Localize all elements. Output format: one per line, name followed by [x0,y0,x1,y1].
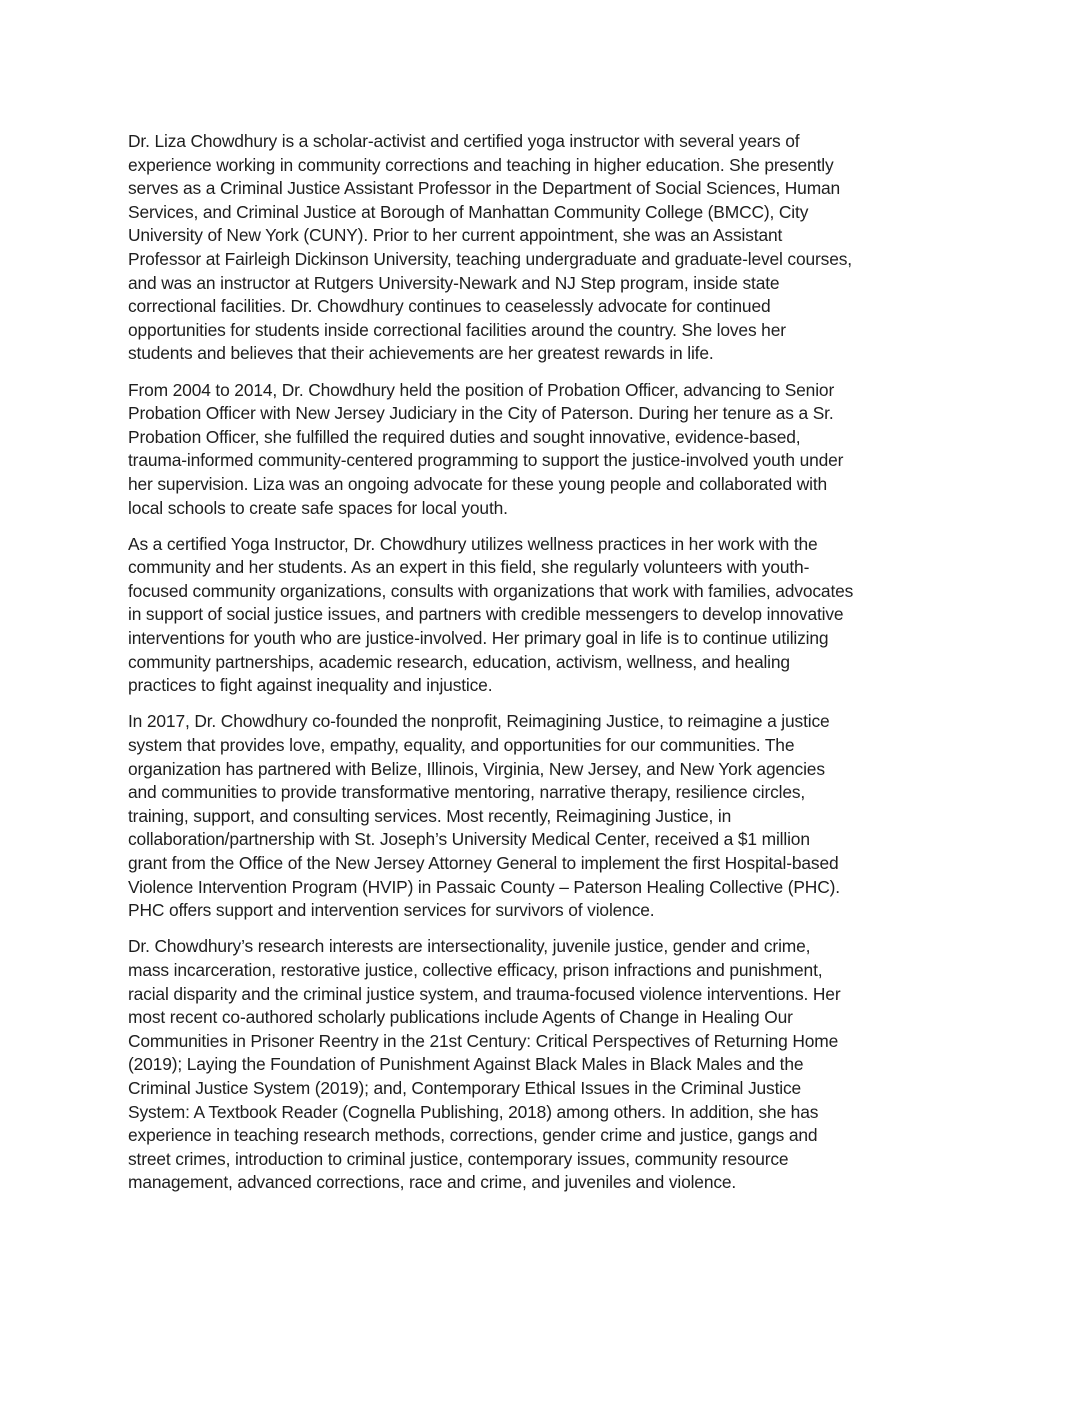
text-line: community and her students. As an expert in this field, she regularly volunteers with youth- [128,557,810,578]
text-line: Violence Intervention Program (HVIP) in Passaic County – Paterson Healing Collective (PHC). [128,876,840,897]
text-line: serves as a Criminal Justice Assistant Professor in the Department of Social Sciences, Human [128,178,841,199]
text-line: racial disparity and the criminal justice system, and trauma-focused violence interventions. Her [128,983,841,1004]
text-line: and was an instructor at Rutgers University-Newark and NJ Step program, inside state [128,272,780,293]
text-line: her supervision. Liza was an ongoing advocate for these young people and collaborated with [128,473,828,494]
text-line: PHC offers support and intervention services for survivors of violence. [128,900,655,921]
paragraph-yoga-wellness [128,533,988,698]
text-line: organization has partnered with Belize, Illinois, Virginia, New Jersey, and New York agencies [128,758,825,779]
text-line: grant from the Office of the New Jersey Attorney General to implement the first Hospital-based [128,853,839,873]
document-page [128,130,988,1208]
paragraph-research-interests [128,935,988,1195]
text-line: most recent co-authored scholarly publications include Agents of Change in Healing Our [128,1007,793,1028]
text-line: Communities in Prisoner Reentry in the 21st Century: Critical Perspectives of Returning Home [128,1030,839,1051]
text-line: training, support, and consulting services. Most recently, Reimagining Justice, in [128,805,732,826]
text-line: interventions for youth who are justice-involved. Her primary goal in life is to continue utilizing [128,628,829,649]
text-line: Dr. Chowdhury’s research interests are intersectionality, juvenile justice, gender and crime, [128,936,811,957]
paragraph-teaching-background [128,130,988,366]
text-line: Professor at Fairleigh Dickinson University, teaching undergraduate and graduate-level courses, [128,248,852,269]
text-line: correctional facilities. Dr. Chowdhury continues to ceaselessly advocate for continued [128,296,771,317]
text-line: From 2004 to 2014, Dr. Chowdhury held the position of Probation Officer, advancing to Senior [128,379,835,400]
text-line: opportunities for students inside correctional facilities around the country. She loves her [128,319,786,340]
text-line: Probation Officer with New Jersey Judiciary in the City of Paterson. During her tenure as a Sr. [128,403,834,424]
text-line: mass incarceration, restorative justice, collective efficacy, prison infractions and punishment, [128,959,823,980]
text-line: experience in teaching research methods, corrections, gender crime and justice, gangs and [128,1125,818,1146]
text-line: In 2017, Dr. Chowdhury co-founded the nonprofit, Reimagining Justice, to reimagine a justice [128,711,830,732]
text-line: Dr. Liza Chowdhury is a scholar-activist and certified yoga instructor with several years of [128,131,800,151]
text-line: Probation Officer, she fulfilled the required duties and sought innovative, evidence-based, [128,426,801,447]
text-line: Criminal Justice System (2019); and, Contemporary Ethical Issues in the Criminal Justice [128,1077,802,1098]
text-line: management, advanced corrections, race and crime, and juveniles and violence. [128,1172,737,1193]
text-line: trauma-informed community-centered programming to support the justice-involved youth under [128,450,844,471]
text-line: focused community organizations, consults with organizations that work with families, advocates [128,580,854,601]
text-line: local schools to create safe spaces for local youth. [128,497,508,518]
text-line: and communities to provide transformative mentoring, narrative therapy, resilience circles, [128,782,806,803]
text-line: street crimes, introduction to criminal justice, contemporary issues, community resource [128,1148,789,1169]
text-line: experience working in community corrections and teaching in higher education. She presently [128,154,834,175]
paragraph-probation-career [128,379,988,521]
paragraph-reimagining-justice [128,710,988,922]
text-line: in support of social justice issues, and partners with credible messengers to develop innovative [128,604,844,625]
text-line: Services, and Criminal Justice at Borough of Manhattan Community College (BMCC), City [128,201,809,222]
text-line: system that provides love, empathy, equality, and opportunities for our communities. The [128,735,795,756]
text-line: University of New York (CUNY). Prior to her current appointment, she was an Assistant [128,225,783,246]
text-line: As a certified Yoga Instructor, Dr. Chowdhury utilizes wellness practices in her work with the [128,533,818,554]
text-line: (2019); Laying the Foundation of Punishment Against Black Males in Black Males and the [128,1054,804,1075]
text-line: community partnerships, academic research, education, activism, wellness, and healing [128,651,790,672]
text-line: practices to fight against inequality and injustice. [128,675,493,696]
text-line: collaboration/partnership with St. Joseph’s University Medical Center, received a $1 million [128,829,810,850]
text-line: System: A Textbook Reader (Cognella Publishing, 2018) among others. In addition, she has [128,1101,819,1122]
text-line: students and believes that their achievements are her greatest rewards in life. [128,343,714,364]
